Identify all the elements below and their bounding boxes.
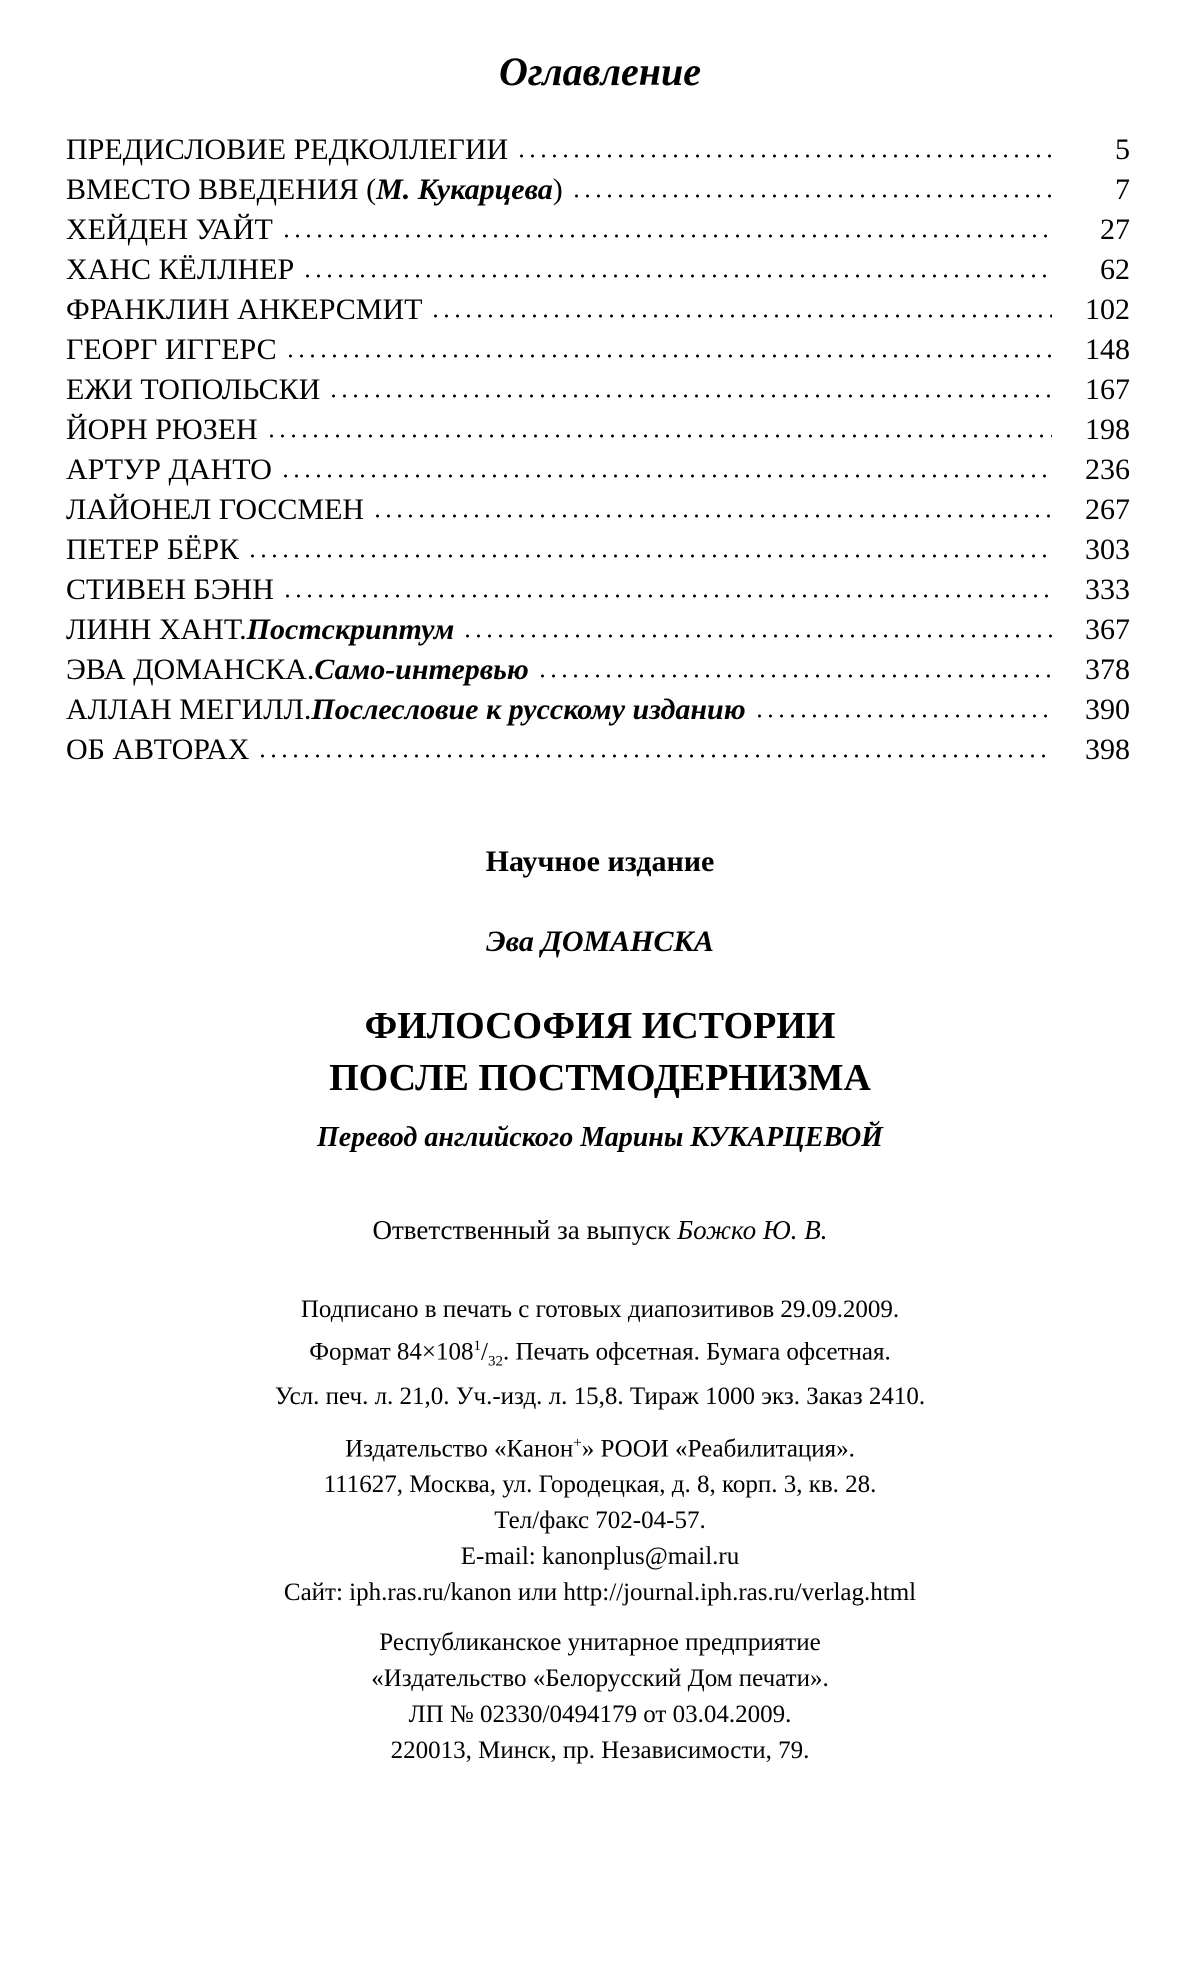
- toc-entry-page: 367: [1085, 613, 1130, 646]
- format-suffix: . Печать офсетная. Бумага офсетная.: [502, 1338, 891, 1366]
- printer-line: Республиканское унитарное предприятие: [379, 1629, 821, 1656]
- toc-entry: [66, 650, 1130, 690]
- publication-genre: Научное издание: [485, 845, 715, 878]
- toc-entry: [66, 410, 1130, 450]
- toc-entry-title: ПЕТЕР БЁРК: [66, 533, 240, 566]
- dot-leader: [537, 673, 1052, 679]
- dot-leader: [285, 353, 1052, 359]
- toc-entry: [66, 250, 1130, 290]
- format-divider: /: [480, 1338, 488, 1366]
- toc-entry-title: ПРЕДИСЛОВИЕ РЕДКОЛЛЕГИИ: [66, 133, 509, 166]
- toc-entry-page: 5: [1115, 133, 1130, 166]
- toc-entry-page: 102: [1085, 293, 1130, 326]
- toc-entry-page: 390: [1085, 693, 1130, 726]
- responsible-editor: [0, 1215, 1200, 1246]
- publisher-name: [0, 1425, 1200, 1467]
- book-title-line: ПОСЛЕ ПОСТМОДЕРНИЗМА: [329, 1057, 871, 1099]
- toc-entry: [66, 730, 1130, 770]
- publisher-email: E-mail: kanonplus@mail.ru: [460, 1543, 740, 1571]
- toc-entry-note: Само-интервью: [314, 653, 529, 686]
- toc-entry-page: 236: [1085, 453, 1130, 486]
- translation-credit: Перевод английского Марины КУКАРЦЕВОЙ: [317, 1122, 883, 1153]
- dot-leader: [281, 233, 1052, 239]
- toc-entry: [66, 530, 1130, 570]
- toc-entry: [66, 570, 1130, 610]
- toc-entry: [66, 330, 1130, 370]
- printer-license: ЛП № 02330/0494179 от 03.04.2009.: [408, 1701, 792, 1728]
- toc-entry-page: 198: [1085, 413, 1130, 446]
- toc-entry: [66, 450, 1130, 490]
- book-title: [0, 1000, 1200, 1104]
- print-format: [0, 1328, 1200, 1379]
- print-sheets: Усл. печ. л. 21,0. Уч.-изд. л. 15,8. Тираж 1000 экз. Заказ 2410.: [274, 1383, 926, 1411]
- toc-entry: [66, 690, 1130, 730]
- dot-leader: [462, 633, 1052, 639]
- toc-entry: [66, 490, 1130, 530]
- toc-entry-title: ЛИНН ХАНТ.: [66, 613, 247, 646]
- dot-leader: [430, 313, 1052, 319]
- dot-leader: [571, 193, 1052, 199]
- toc-entry-title: ВМЕСТО ВВЕДЕНИЯ (: [66, 173, 377, 206]
- toc-entry-title: ХАНС КЁЛЛНЕР: [66, 253, 295, 286]
- dot-leader: [266, 433, 1052, 439]
- print-details: [0, 1292, 1200, 1415]
- book-author: Эва ДОМАНСКА: [486, 925, 714, 958]
- toc-entry-page: 7: [1115, 173, 1130, 206]
- toc-entry-title: ЛАЙОНЕЛ ГОССМЕН: [66, 493, 365, 526]
- toc-entry-page: 167: [1085, 373, 1130, 406]
- toc-entry-title: ГЕОРГ ИГГЕРС: [66, 333, 277, 366]
- toc-entry-page: 27: [1100, 213, 1130, 246]
- toc-entry-title: СТИВЕН БЭНН: [66, 573, 274, 606]
- toc-entry-title-tail: ): [552, 173, 563, 206]
- dot-leader: [372, 513, 1052, 519]
- dot-leader: [280, 473, 1052, 479]
- dot-leader: [328, 393, 1052, 399]
- toc-entry-page: 333: [1085, 573, 1130, 606]
- toc-entry-title: ЭВА ДОМАНСКА.: [66, 653, 315, 686]
- toc-entry-title: АРТУР ДАНТО: [66, 453, 272, 486]
- table-of-contents: [66, 130, 1130, 770]
- toc-entry-page: 398: [1085, 733, 1130, 766]
- printer-details: [0, 1625, 1200, 1769]
- plus-sign: +: [573, 1435, 582, 1451]
- publisher-name-prefix: Издательство «Канон: [345, 1435, 574, 1463]
- responsible-name: Божко Ю. В.: [677, 1215, 828, 1245]
- dot-leader: [282, 593, 1052, 599]
- book-title-line: ФИЛОСОФИЯ ИСТОРИИ: [364, 1005, 836, 1047]
- toc-entry: [66, 210, 1130, 250]
- toc-entry-title: ЕЖИ ТОПОЛЬСКИ: [66, 373, 321, 406]
- format-sub: 32: [487, 1353, 503, 1370]
- toc-entry-page: 303: [1085, 533, 1130, 566]
- printer-line: «Издательство «Белорусский Дом печати».: [371, 1665, 829, 1692]
- toc-entry-title: ФРАНКЛИН АНКЕРСМИТ: [66, 293, 423, 326]
- toc-entry-page: 378: [1085, 653, 1130, 686]
- dot-leader: [516, 153, 1052, 159]
- publisher-site: Сайт: iph.ras.ru/kanon или http://journal.iph.ras.ru/verlag.html: [283, 1579, 917, 1607]
- toc-entry-page: 267: [1085, 493, 1130, 526]
- dot-leader: [257, 753, 1052, 759]
- toc-entry-title: ЙОРН РЮЗЕН: [66, 413, 258, 446]
- toc-entry-note: М. Кукарцева: [376, 173, 553, 206]
- format-prefix: Формат 84×108: [309, 1338, 474, 1366]
- toc-entry-page: 62: [1100, 253, 1130, 286]
- toc-entry: [66, 170, 1130, 210]
- toc-heading: Оглавление: [498, 49, 701, 94]
- toc-entry-title: ХЕЙДЕН УАЙТ: [66, 213, 273, 246]
- toc-entry-note: Постскриптум: [246, 613, 455, 646]
- publisher-address: 111627, Москва, ул. Городецкая, д. 8, корп. 3, кв. 28.: [323, 1471, 877, 1499]
- toc-entry-title: ОБ АВТОРАХ: [66, 733, 250, 766]
- publisher-phone: Тел/факс 702-04-57.: [494, 1507, 706, 1535]
- toc-entry: [66, 290, 1130, 330]
- toc-entry: [66, 370, 1130, 410]
- responsible-label: Ответственный за выпуск: [372, 1215, 678, 1245]
- print-signed: Подписано в печать с готовых диапозитивов 29.09.2009.: [300, 1296, 900, 1323]
- dot-leader: [302, 273, 1052, 279]
- toc-entry-note: Послесловие к русскому изданию: [311, 693, 746, 726]
- dot-leader: [247, 553, 1052, 559]
- publisher-details: [0, 1425, 1200, 1611]
- toc-entry: [66, 130, 1130, 170]
- toc-entry-page: 148: [1085, 333, 1130, 366]
- publisher-name-suffix: » РООИ «Реабилитация».: [581, 1435, 855, 1463]
- format-sup: 1: [473, 1338, 481, 1354]
- toc-entry: [66, 610, 1130, 650]
- toc-entry-title: АЛЛАН МЕГИЛЛ.: [66, 693, 312, 726]
- dot-leader: [754, 713, 1052, 719]
- printer-address: 220013, Минск, пр. Независимости, 79.: [390, 1737, 810, 1764]
